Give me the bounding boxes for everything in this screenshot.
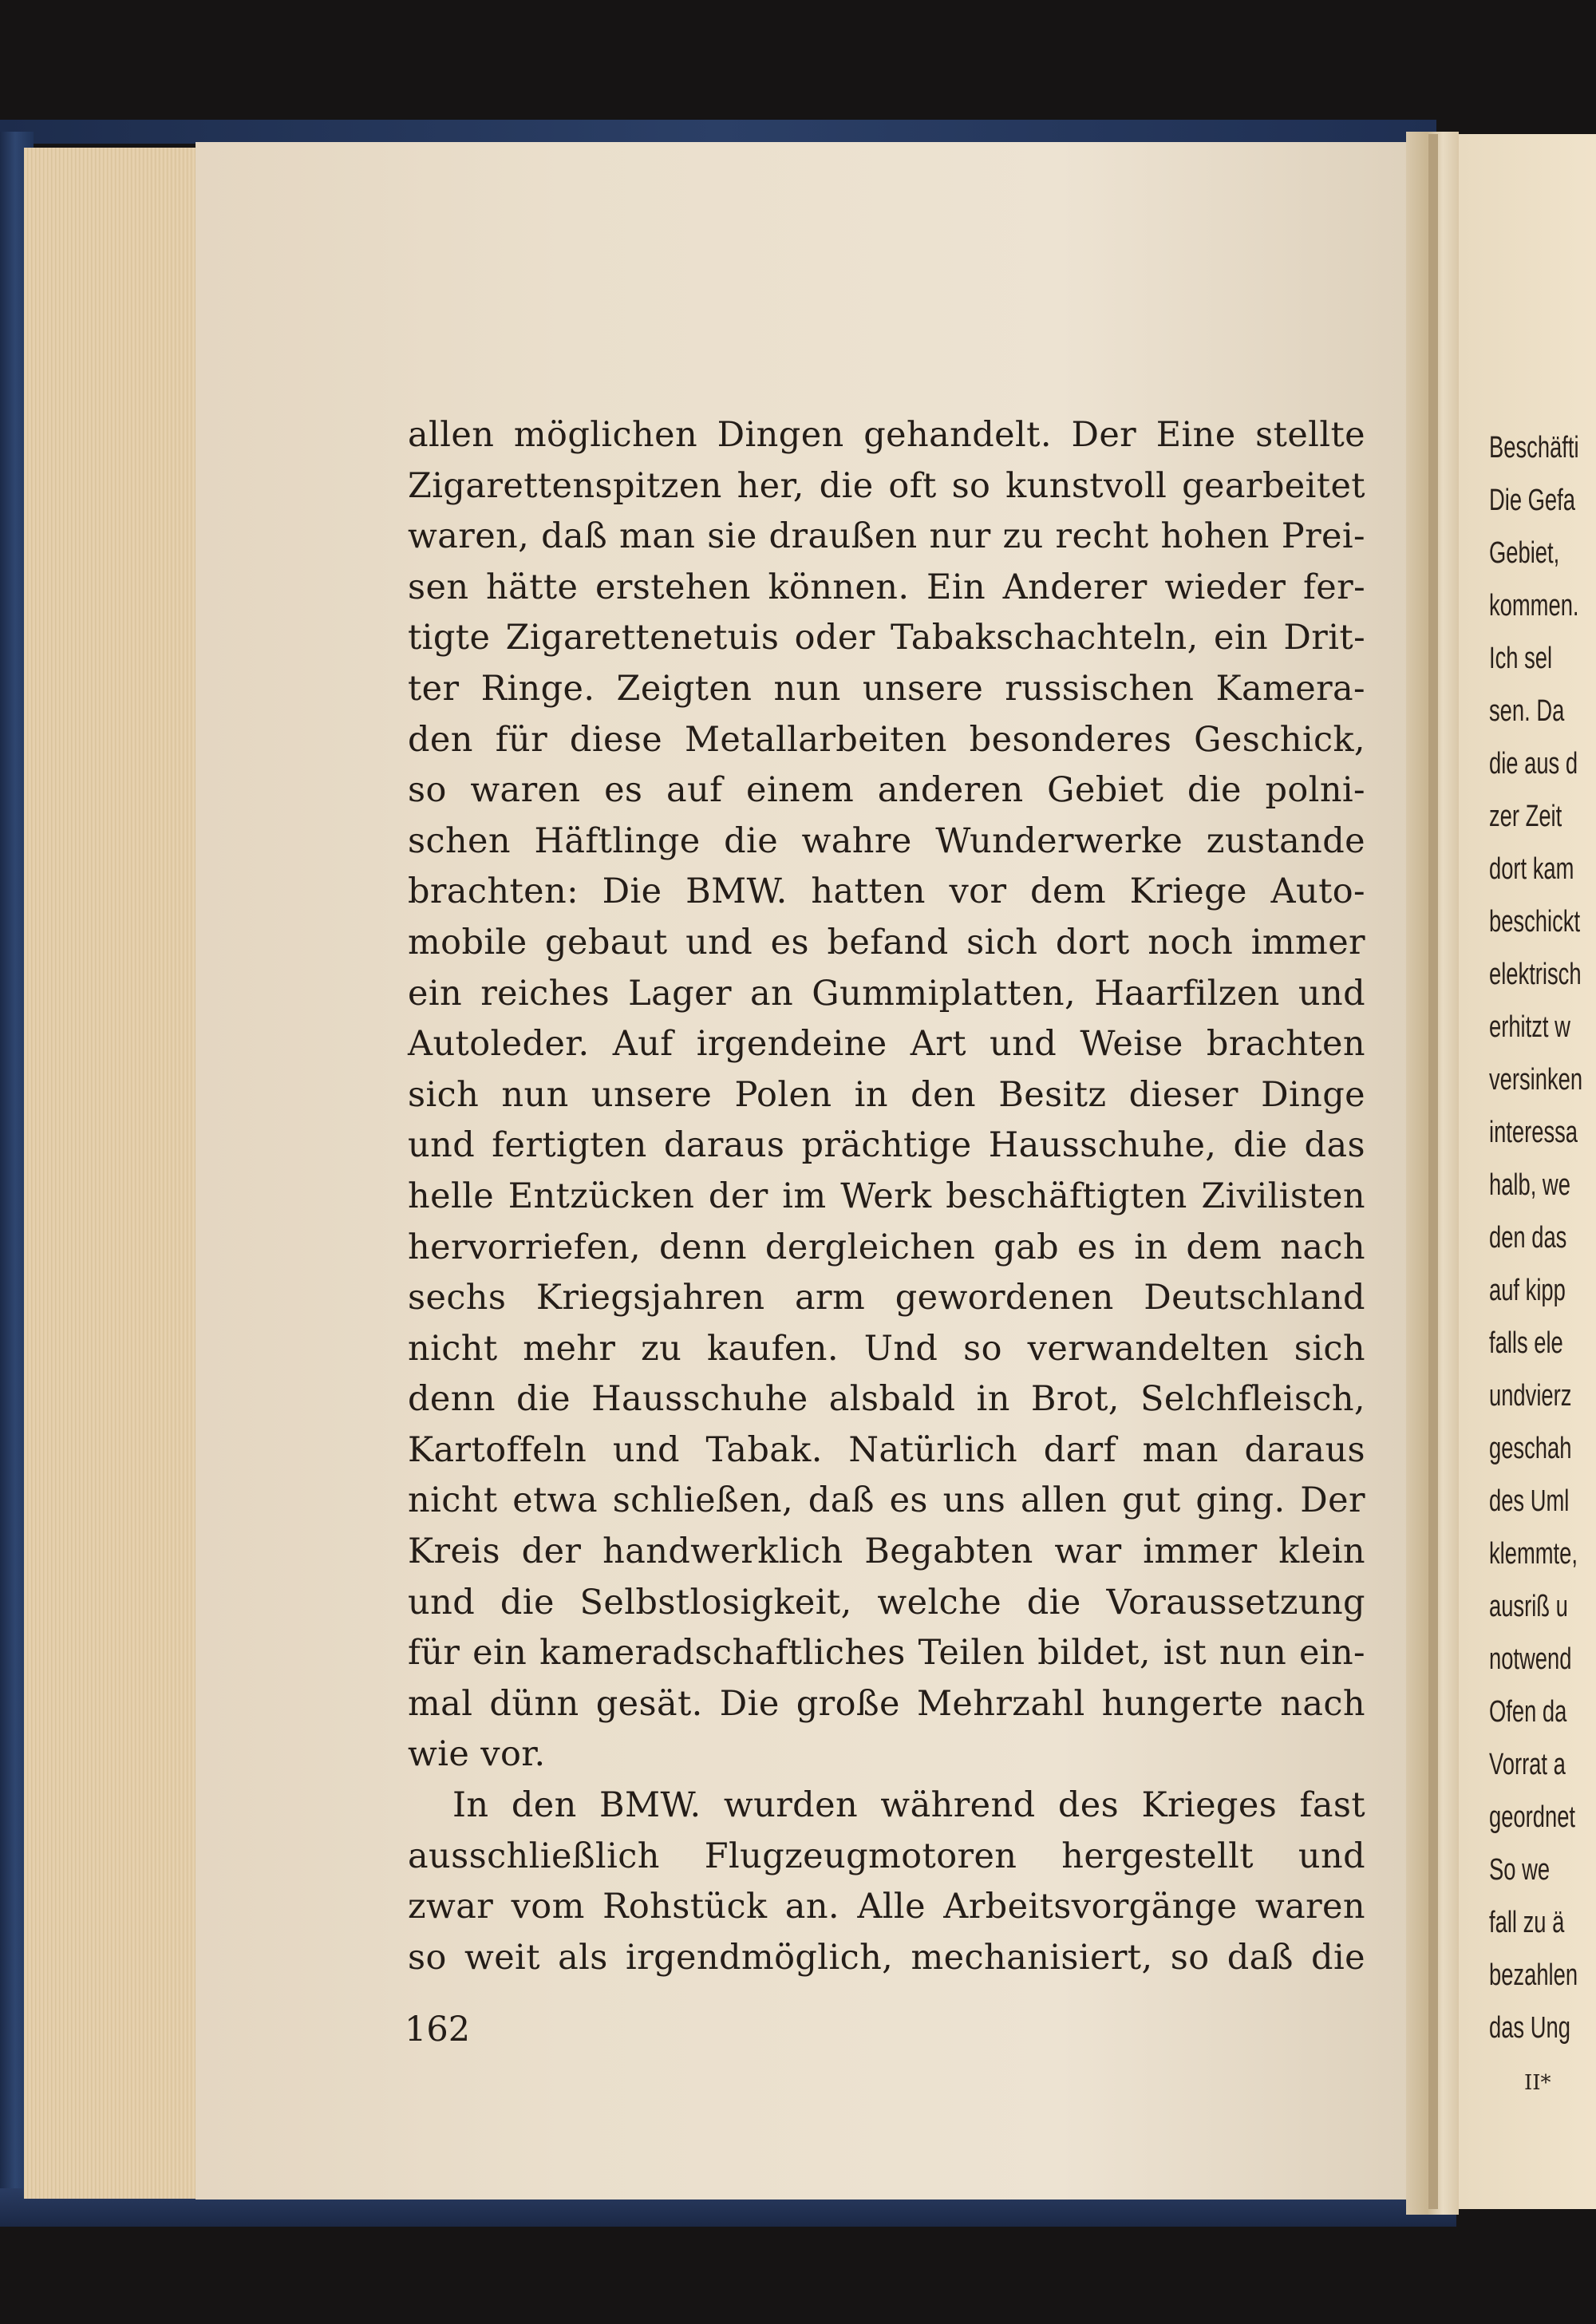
text-fragment: die aus d	[1489, 747, 1578, 781]
text-line: nicht mehr zu kaufen. Und so verwandelten sich	[408, 1328, 1365, 1369]
text-line: ein reiches Lager an Gummiplatten, Haarfilzen und	[408, 973, 1365, 1014]
text-fragment: falls ele	[1489, 1326, 1563, 1360]
text-fragment: Beschäfti	[1489, 431, 1579, 464]
page-number: 162	[405, 2010, 471, 2049]
text-fragment: ausriß u	[1489, 1590, 1568, 1623]
text-fragment: halb, we	[1489, 1168, 1570, 1202]
text-fragment: klemmte,	[1489, 1537, 1578, 1571]
text-line: nicht etwa schließen, daß es uns allen gut ging. Der	[408, 1480, 1365, 1521]
right-page-text	[1489, 421, 1583, 2054]
text-line: sen hätte erstehen können. Ein Anderer wieder fer-	[408, 567, 1365, 607]
text-fragment: beschickt	[1489, 905, 1581, 939]
text-fragment: So we	[1489, 1853, 1551, 1887]
text-line: allen möglichen Dingen gehandelt. Der Eine stellte	[408, 415, 1365, 455]
text-fragment: elektrisch	[1489, 958, 1582, 991]
text-fragment: auf kipp	[1489, 1274, 1566, 1307]
page-edges	[24, 148, 203, 2199]
text-line: ausschließlich Flugzeugmotoren hergestellt und	[408, 1836, 1365, 1876]
text-fragment: Ofen da	[1489, 1695, 1567, 1729]
text-fragment: Gebiet,	[1489, 536, 1560, 570]
text-line: den für diese Metallarbeiten besonderes Geschick,	[408, 719, 1365, 760]
text-line: In den BMW. wurden während des Krieges fast	[452, 1785, 1365, 1826]
text-line: hervorriefen, denn dergleichen gab es in dem nach	[408, 1227, 1365, 1267]
text-line: Zigarettenspitzen her, die oft so kunstvoll gearbeitet	[408, 465, 1365, 506]
text-fragment: zer Zeit	[1489, 800, 1562, 833]
text-fragment: bezahlen	[1489, 1958, 1578, 1992]
text-line: schen Häftlinge die wahre Wunderwerke zustande	[408, 820, 1365, 861]
text-line: Autoleder. Auf irgendeine Art und Weise brachten	[408, 1024, 1365, 1065]
text-fragment: das Ung	[1489, 2011, 1570, 2045]
text-line: waren, daß man sie draußen nur zu recht hohen Prei-	[408, 516, 1365, 557]
text-fragment: geschah	[1489, 1432, 1572, 1465]
signature-mark: II*	[1524, 2071, 1551, 2095]
text-line: helle Entzücken der im Werk beschäftigten Zivilisten	[408, 1176, 1365, 1216]
text-line: für ein kameradschaftliches Teilen bildet, ist nun ein-	[408, 1633, 1365, 1674]
text-line: brachten: Die BMW. hatten vor dem Kriege Auto-	[408, 872, 1365, 912]
text-fragment: den das	[1489, 1221, 1567, 1255]
text-fragment: geordnet	[1489, 1800, 1576, 1834]
left-page-text	[408, 410, 1365, 1983]
text-line: so waren es auf einem anderen Gebiet die polni-	[408, 770, 1365, 811]
text-line: ter Ringe. Zeigten nun unsere russischen Kamera-	[408, 668, 1365, 709]
text-fragment: undvierz	[1489, 1379, 1572, 1413]
text-line: und fertigten daraus prächtige Hausschuhe, die das	[408, 1125, 1365, 1166]
text-fragment: Ich sel	[1489, 642, 1553, 675]
text-line: mobile gebaut und es befand sich dort noch immer	[408, 922, 1365, 962]
text-line: Kartoffeln und Tabak. Natürlich darf man daraus	[408, 1429, 1365, 1470]
text-line: Kreis der handwerklich Begabten war immer klein	[408, 1532, 1365, 1572]
text-line: sechs Kriegsjahren arm gewordenen Deutschland	[408, 1278, 1365, 1318]
text-fragment: fall zu ä	[1489, 1906, 1565, 1939]
text-line: mal dünn gesät. Die große Mehrzahl hungerte nach	[408, 1683, 1365, 1724]
text-line: und die Selbstlosigkeit, welche die Voraussetzung	[408, 1582, 1365, 1622]
text-line: so weit als irgendmöglich, mechanisiert, so daß die	[408, 1937, 1365, 1978]
text-line: zwar vom Rohstück an. Alle Arbeitsvorgänge waren	[408, 1887, 1365, 1927]
cover-cloth-top	[0, 120, 1436, 144]
text-line: denn die Hausschuhe alsbald in Brot, Selchfleisch,	[408, 1379, 1365, 1420]
text-fragment: kommen.	[1489, 589, 1579, 622]
text-fragment: erhitzt w	[1489, 1010, 1570, 1044]
text-fragment: dort kam	[1489, 852, 1574, 886]
text-fragment: sen. Da	[1489, 694, 1565, 728]
text-fragment: Vorrat a	[1489, 1748, 1566, 1781]
text-line: tigte Zigarettenetuis oder Tabakschachteln, ein Drit-	[408, 618, 1365, 658]
text-fragment: des Uml	[1489, 1484, 1570, 1518]
text-fragment: notwend	[1489, 1642, 1572, 1676]
text-line: wie vor.	[408, 1734, 546, 1775]
text-fragment: versinken	[1489, 1063, 1583, 1097]
gutter-shadow	[1428, 134, 1438, 2209]
text-fragment: Die Gefa	[1489, 484, 1575, 517]
text-line: sich nun unsere Polen in den Besitz dieser Dinge	[408, 1074, 1365, 1115]
text-fragment: interessa	[1489, 1116, 1578, 1149]
